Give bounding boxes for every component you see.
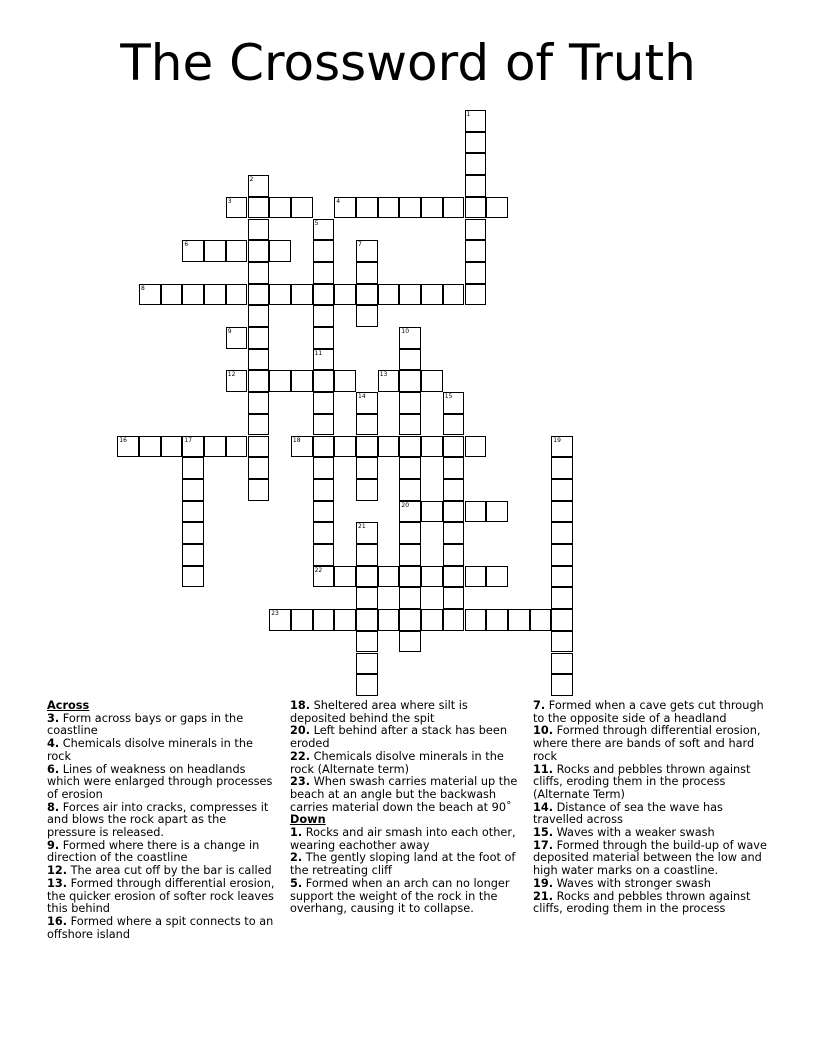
grid-cell[interactable]: [465, 110, 487, 132]
grid-cell[interactable]: [551, 457, 573, 479]
grid-cell[interactable]: [248, 240, 270, 262]
grid-cell[interactable]: [399, 479, 421, 501]
clue-item: [290, 776, 522, 814]
grid-cell[interactable]: [356, 414, 378, 436]
grid-cell[interactable]: [551, 544, 573, 566]
grid-cell[interactable]: [313, 349, 335, 371]
grid-cell[interactable]: [334, 370, 356, 392]
grid-cell[interactable]: [356, 392, 378, 414]
grid-cell[interactable]: [248, 197, 270, 219]
grid-cell[interactable]: [443, 522, 465, 544]
grid-cell[interactable]: [443, 544, 465, 566]
grid-cell[interactable]: [356, 631, 378, 653]
clue-item: [533, 725, 771, 763]
clue-number: 15: [444, 393, 453, 401]
clue-number: 17: [184, 436, 193, 444]
clue-heading: Down: [290, 813, 326, 827]
clue-item-text: The area cut off by the bar is called: [67, 864, 272, 878]
clue-item: [47, 713, 277, 738]
grid-cell[interactable]: [378, 197, 400, 219]
clue-number: 16: [119, 436, 127, 444]
clue-item-text: Form across bays or gaps in the coastline: [47, 711, 244, 738]
grid-cell[interactable]: [399, 566, 421, 588]
clue-item-text: Forces air into cracks, compresses it and blows the rock apart as the pressure is released.: [47, 800, 269, 840]
clue-item: [533, 891, 771, 916]
clue-item-number: 21.: [533, 889, 554, 903]
grid-cell[interactable]: [443, 457, 465, 479]
grid-cell[interactable]: [139, 436, 161, 458]
grid-cell[interactable]: [399, 284, 421, 306]
grid-cell[interactable]: [356, 457, 378, 479]
clue-item-text: Rocks and pebbles thrown against cliffs, eroding them in the process: [533, 889, 751, 916]
grid-cell[interactable]: [356, 436, 378, 458]
grid-cell[interactable]: [291, 609, 313, 631]
clue-item-number: 22.: [290, 749, 311, 763]
clue-item: [533, 700, 771, 725]
grid-cell[interactable]: [378, 370, 400, 392]
grid-cell[interactable]: [291, 370, 313, 392]
grid-cell[interactable]: [486, 501, 508, 523]
grid-cell[interactable]: [465, 219, 487, 241]
grid-cell[interactable]: [248, 327, 270, 349]
grid-cell[interactable]: [248, 262, 270, 284]
grid-cell[interactable]: [378, 284, 400, 306]
grid-cell[interactable]: [551, 522, 573, 544]
clue-item: [290, 878, 522, 916]
clue-number: 9: [227, 328, 232, 335]
grid-cell[interactable]: [465, 153, 487, 175]
clue-number: 5: [314, 219, 319, 227]
grid-cell[interactable]: [269, 284, 291, 306]
grid-cell[interactable]: [248, 305, 270, 327]
crossword-title: The Crossword of Truth: [120, 34, 696, 92]
clue-item: [47, 764, 277, 802]
clue-column-2: [290, 700, 522, 916]
clue-item-number: 2.: [290, 851, 303, 865]
grid-cell[interactable]: [551, 566, 573, 588]
grid-cell[interactable]: [356, 674, 378, 696]
grid-cell[interactable]: [313, 284, 335, 306]
clue-item-number: 6.: [47, 762, 60, 776]
clue-item-number: 7.: [533, 699, 546, 712]
clue-item: [533, 802, 771, 827]
grid-cell[interactable]: [421, 501, 443, 523]
grid-cell[interactable]: [226, 240, 248, 262]
grid-cell[interactable]: [248, 175, 270, 197]
grid-cell[interactable]: [465, 197, 487, 219]
grid-cell[interactable]: [334, 197, 356, 219]
clue-item-number: 20.: [290, 724, 311, 738]
grid-cell[interactable]: [182, 436, 204, 458]
grid-cell[interactable]: [356, 479, 378, 501]
clue-column-1: [47, 700, 277, 941]
grid-cell[interactable]: [313, 305, 335, 327]
grid-cell[interactable]: [313, 566, 335, 588]
clue-number: 19: [553, 436, 561, 444]
grid-cell[interactable]: [313, 609, 335, 631]
grid-cell[interactable]: [313, 479, 335, 501]
clue-column-3: [533, 700, 771, 916]
grid-cell[interactable]: [443, 197, 465, 219]
clue-item-number: 10.: [533, 724, 554, 738]
grid-cell[interactable]: [399, 501, 421, 523]
grid-cell[interactable]: [551, 653, 573, 675]
grid-cell[interactable]: [269, 240, 291, 262]
grid-cell[interactable]: [465, 609, 487, 631]
grid-cell[interactable]: [356, 609, 378, 631]
clue-item-text: Rocks and air smash into each other, wearing eachother away: [290, 826, 516, 852]
clue-number: 7: [358, 241, 362, 249]
grid-cell[interactable]: [248, 219, 270, 241]
clue-item-text: Formed when a cave gets cut through to the opposite side of a headland: [533, 699, 764, 725]
clue-item-text: Formed where a spit connects to an offshore island: [47, 914, 274, 941]
grid-cell[interactable]: [443, 501, 465, 523]
grid-cell[interactable]: [530, 609, 552, 631]
grid-cell[interactable]: [443, 392, 465, 414]
clue-item: [47, 802, 277, 840]
clue-number: 10: [401, 328, 410, 335]
clue-item-text: Left behind after a stack has been eroded: [290, 724, 507, 751]
clue-item-text: Chemicals disolve minerals in the rock (Alternate term): [290, 749, 504, 776]
clue-item-text: Waves with stronger swash: [553, 876, 711, 890]
grid-cell[interactable]: [421, 284, 443, 306]
clue-item-number: 19.: [533, 876, 554, 890]
grid-cell[interactable]: [248, 414, 270, 436]
clue-number: 2: [249, 176, 254, 184]
clue-item-number: 18.: [290, 699, 311, 712]
grid-cell[interactable]: [443, 566, 465, 588]
grid-cell[interactable]: [551, 609, 573, 631]
grid-cell[interactable]: [226, 370, 248, 392]
grid-cell[interactable]: [313, 436, 335, 458]
grid-cell[interactable]: [551, 587, 573, 609]
grid-cell[interactable]: [182, 566, 204, 588]
clue-item-text: When swash carries material up the beach at an angle but the backwash carries material down the beach at 90˚: [290, 775, 518, 814]
clue-item: [533, 764, 771, 802]
grid-cell[interactable]: [399, 587, 421, 609]
clue-item-text: Waves with a weaker swash: [553, 826, 715, 840]
clues-section: [0, 700, 816, 960]
grid-cell[interactable]: [182, 501, 204, 523]
clue-item-text: Formed through differential erosion, where there are bands of soft and hard rock: [533, 724, 761, 763]
clue-item-number: 15.: [533, 826, 554, 840]
clue-item: [290, 725, 522, 750]
grid-cell[interactable]: [399, 392, 421, 414]
clue-item-number: 14.: [533, 800, 554, 814]
grid-cell[interactable]: [378, 436, 400, 458]
grid-cell[interactable]: [248, 436, 270, 458]
grid-cell[interactable]: [313, 219, 335, 241]
grid-cell[interactable]: [443, 609, 465, 631]
grid-cell[interactable]: [399, 197, 421, 219]
grid-cell[interactable]: [248, 284, 270, 306]
clue-number: 21: [358, 523, 366, 531]
grid-cell[interactable]: [421, 436, 443, 458]
grid-cell[interactable]: [443, 587, 465, 609]
grid-cell[interactable]: [551, 501, 573, 523]
grid-cell[interactable]: [182, 457, 204, 479]
clue-number: 13: [379, 371, 388, 379]
grid-cell[interactable]: [182, 284, 204, 306]
grid-cell[interactable]: [421, 566, 443, 588]
grid-cell[interactable]: [356, 305, 378, 327]
grid-cell[interactable]: [399, 631, 421, 653]
grid-cell[interactable]: [465, 284, 487, 306]
grid-cell[interactable]: [313, 327, 335, 349]
grid-cell[interactable]: [465, 132, 487, 154]
grid-cell[interactable]: [378, 609, 400, 631]
clue-item: [533, 840, 771, 878]
grid-cell[interactable]: [182, 522, 204, 544]
grid-cell[interactable]: [313, 240, 335, 262]
grid-cell[interactable]: [161, 436, 183, 458]
clue-item-number: 11.: [533, 762, 554, 776]
grid-cell[interactable]: [248, 457, 270, 479]
clue-number: 1: [466, 111, 471, 118]
clue-number: 20: [401, 501, 410, 509]
grid-cell[interactable]: [182, 240, 204, 262]
grid-cell[interactable]: [248, 349, 270, 371]
clue-item: [47, 916, 277, 941]
grid-cell[interactable]: [313, 414, 335, 436]
grid-cell[interactable]: [226, 436, 248, 458]
clue-item: [290, 852, 522, 877]
grid-cell[interactable]: [465, 175, 487, 197]
clue-item: [290, 700, 522, 725]
grid-cell[interactable]: [161, 284, 183, 306]
clue-number: 3: [227, 197, 232, 205]
grid-cell[interactable]: [551, 436, 573, 458]
grid-cell[interactable]: [486, 197, 508, 219]
clue-number: 23: [271, 610, 279, 618]
grid-cell[interactable]: [399, 370, 421, 392]
grid-cell[interactable]: [139, 284, 161, 306]
clue-item-text: Formed where there is a change in direction of the coastline: [47, 838, 260, 865]
grid-cell[interactable]: [313, 544, 335, 566]
grid-cell[interactable]: [313, 501, 335, 523]
grid-cell[interactable]: [313, 370, 335, 392]
grid-cell[interactable]: [399, 414, 421, 436]
clue-item-number: 5.: [290, 876, 303, 890]
grid-cell[interactable]: [313, 522, 335, 544]
clue-number: 8: [141, 284, 145, 292]
grid-cell[interactable]: [291, 436, 313, 458]
grid-cell[interactable]: [551, 674, 573, 696]
clue-item-number: 16.: [47, 914, 68, 928]
clue-item-number: 12.: [47, 864, 68, 878]
grid-cell[interactable]: [226, 327, 248, 349]
clue-item: [47, 878, 277, 916]
grid-cell[interactable]: [334, 609, 356, 631]
grid-cell[interactable]: [465, 240, 487, 262]
grid-cell[interactable]: [465, 262, 487, 284]
grid-cell[interactable]: [204, 240, 226, 262]
grid-cell[interactable]: [334, 436, 356, 458]
grid-cell[interactable]: [356, 566, 378, 588]
clue-item-text: Formed through the build-up of wave deposited material between the low and high water marks on a coastline.: [533, 838, 767, 878]
grid-cell[interactable]: [551, 631, 573, 653]
grid-cell[interactable]: [399, 522, 421, 544]
grid-cell[interactable]: [204, 436, 226, 458]
clue-number: 22: [314, 566, 323, 574]
grid-cell[interactable]: [291, 284, 313, 306]
grid-cell[interactable]: [269, 609, 291, 631]
grid-cell[interactable]: [421, 609, 443, 631]
grid-cell[interactable]: [465, 566, 487, 588]
clue-item-number: 1.: [290, 826, 303, 840]
grid-cell[interactable]: [313, 262, 335, 284]
grid-cell[interactable]: [248, 392, 270, 414]
grid-cell[interactable]: [399, 609, 421, 631]
grid-cell[interactable]: [443, 479, 465, 501]
clue-item-text: Lines of weakness on headlands which were enlarged through processes of erosion: [47, 762, 273, 801]
grid-cell[interactable]: [356, 587, 378, 609]
clue-number: 11: [314, 349, 323, 357]
clue-number: 18: [292, 436, 301, 444]
clue-number: 14: [358, 393, 366, 401]
clue-item-text: Formed through differential erosion, the quicker erosion of softer rock leaves this behind: [47, 876, 275, 916]
clue-item-number: 4.: [47, 737, 60, 751]
grid-cell[interactable]: [443, 436, 465, 458]
clue-item: [47, 840, 277, 865]
grid-cell[interactable]: [399, 349, 421, 371]
grid-cell[interactable]: [334, 284, 356, 306]
clue-item-text: Rocks and pebbles thrown against cliffs, eroding them in the process (Alternate Term): [533, 762, 751, 801]
grid-cell[interactable]: [117, 436, 139, 458]
grid-cell[interactable]: [204, 284, 226, 306]
clue-item-number: 23.: [290, 775, 311, 789]
grid-cell[interactable]: [334, 566, 356, 588]
grid-cell[interactable]: [486, 609, 508, 631]
grid-cell[interactable]: [269, 197, 291, 219]
grid-cell[interactable]: [508, 609, 530, 631]
clue-item-text: The gently sloping land at the foot of the retreating cliff: [290, 851, 516, 878]
grid-cell[interactable]: [551, 479, 573, 501]
clue-number: 12: [227, 371, 236, 379]
clue-item: [47, 738, 277, 763]
grid-cell[interactable]: [269, 370, 291, 392]
clue-item-text: Formed when an arch can no longer support the weight of the rock in the overhang, causing it to collapse.: [290, 876, 510, 916]
clue-item-number: 3.: [47, 711, 60, 725]
grid-cell[interactable]: [421, 197, 443, 219]
grid-cell[interactable]: [248, 370, 270, 392]
grid-cell[interactable]: [465, 501, 487, 523]
grid-cell[interactable]: [356, 197, 378, 219]
grid-cell[interactable]: [421, 370, 443, 392]
grid-cell[interactable]: [356, 240, 378, 262]
grid-cell[interactable]: [399, 327, 421, 349]
clue-heading: Across: [47, 699, 90, 712]
grid-cell[interactable]: [486, 566, 508, 588]
clue-item-number: 9.: [47, 838, 60, 852]
grid-cell[interactable]: [182, 479, 204, 501]
grid-cell[interactable]: [399, 436, 421, 458]
grid-cell[interactable]: [356, 262, 378, 284]
clue-number: 6: [184, 241, 189, 249]
grid-cell[interactable]: [356, 653, 378, 675]
grid-cell[interactable]: [248, 479, 270, 501]
grid-cell[interactable]: [226, 284, 248, 306]
grid-cell[interactable]: [443, 284, 465, 306]
grid-cell[interactable]: [399, 544, 421, 566]
grid-cell[interactable]: [378, 566, 400, 588]
clue-item-number: 17.: [533, 838, 554, 852]
clue-item-number: 8.: [47, 800, 60, 814]
clue-item-text: Distance of sea the wave has travelled across: [533, 800, 723, 827]
clue-item: [290, 827, 522, 852]
clue-number: 4: [336, 197, 341, 205]
grid-cell[interactable]: [226, 197, 248, 219]
grid-cell[interactable]: [356, 544, 378, 566]
grid-cell[interactable]: [313, 392, 335, 414]
grid-cell[interactable]: [465, 436, 487, 458]
grid-cell[interactable]: [182, 544, 204, 566]
grid-cell[interactable]: [443, 414, 465, 436]
grid-cell[interactable]: [356, 284, 378, 306]
clue-item-text: Chemicals disolve minerals in the rock: [47, 737, 253, 763]
clue-item-text: Sheltered area where silt is deposited behind the spit: [290, 699, 468, 725]
grid-cell[interactable]: [356, 522, 378, 544]
clue-item: [290, 751, 522, 776]
grid-cell[interactable]: [291, 197, 313, 219]
clue-item-number: 13.: [47, 876, 68, 890]
grid-cell[interactable]: [313, 457, 335, 479]
grid-cell[interactable]: [399, 457, 421, 479]
